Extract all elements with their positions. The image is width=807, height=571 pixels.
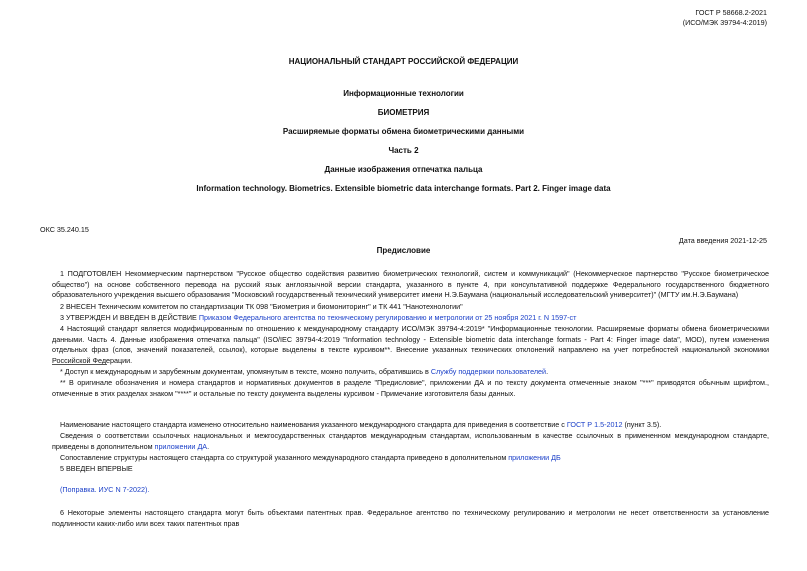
footnote-2: ** В оригинале обозначения и номера стандартов и нормативных документов в разделе "Предисловие", приложении ДА и по тексту документа отмеченные знаком "***" приводятся обычным шрифтом., отмеченные в этих разделах знаком "****" и остальные по тексту документа выделены курсивом - Примечание изготовителя базы данных.	[52, 378, 769, 398]
footnote-1: * Доступ к международным и зарубежным документам, упомянутым в тексте, можно получить, обратившись в Службу поддержки пользователей.	[60, 367, 549, 376]
preface-item-1: 1 ПОДГОТОВЛЕН Некоммерческим партнерством "Русское общество содействия развитию биометрических технологий, систем и коммуникаций" (Некоммерческое партнерство "Русское биометрическое общество") на основе собственного перевода на русский язык англоязычной версии стандарта, указанного в пункте 4, при консультативной поддержке Федерального государственного бюджетного образовательного учреждения высшего образования "Московский государственный технический университет имени Н.Э.Баумана (национальный исследовательский университет)" (МГТУ им.Н.Э.Баумана)	[52, 269, 769, 300]
gost-r-1-5-link[interactable]: ГОСТ Р 1.5-2012	[566, 420, 623, 429]
amendment-link[interactable]: (Поправка. ИУС N 7-2022).	[60, 485, 150, 494]
title-line-formats: Расширяемые форматы обмена биометрическими данными	[282, 127, 525, 136]
preface-heading: Предисловие	[376, 246, 431, 255]
national-standard-heading: НАЦИОНАЛЬНЫЙ СТАНДАРТ РОССИЙСКОЙ ФЕДЕРАЦИИ	[288, 57, 519, 66]
standard-code	[683, 8, 767, 28]
standard-iso-number: (ИСО/МЭК 39794-4:2019)	[682, 18, 767, 27]
references-note: Сведения о соответствии ссылочных национальных и межгосударственных стандартов международным стандартам, использованным в качестве ссылочных в примененном международном стандарте, приведены в дополнительном приложении ДА.	[52, 431, 769, 451]
structure-note: Сопоставление структуры настоящего стандарта со структурой указанного международного стандарта приведено в дополнительном приложении ДБ	[60, 453, 561, 462]
support-service-link[interactable]: Службу поддержки пользователей	[430, 367, 547, 376]
title-line-it: Информационные технологии	[343, 89, 464, 98]
order-link[interactable]: Приказом Федерального агентства по техническому регулированию и метрологии от 25 ноября 2021 г. N 1597-ст	[198, 313, 577, 322]
title-line-finger: Данные изображения отпечатка пальца	[324, 165, 483, 174]
standard-number: ГОСТ Р 58668.2-2021	[695, 8, 767, 17]
preface-item-5: 5 ВВЕДЕН ВПЕРВЫЕ	[60, 464, 133, 473]
title-english: Information technology. Biometrics. Extensible biometric data interchange formats. Part 2. Finger image data	[196, 184, 611, 193]
title-line-part: Часть 2	[388, 146, 419, 155]
preface-item-3: 3 УТВЕРЖДЕН И ВВЕДЕН В ДЕЙСТВИЕ Приказом Федерального агентства по техническому регулированию и метрологии от 25 ноября 2021 г. N 1597-ст	[60, 313, 577, 322]
annex-db-link[interactable]: приложении ДБ	[508, 453, 561, 462]
name-change-note: Наименование настоящего стандарта изменено относительно наименования указанного международного стандарта для приведения в соответствие с ГОСТ Р 1.5-2012 (пункт 3.5).	[60, 420, 662, 429]
footnote-divider	[52, 364, 107, 365]
oks-code: ОКС 35.240.15	[40, 225, 89, 234]
annex-da-link[interactable]: приложении ДА	[154, 441, 208, 451]
introduction-date: Дата введения 2021-12-25	[678, 236, 767, 245]
preface-item-4: 4 Настоящий стандарт является модифицированным по отношению к международному стандарту ИСО/МЭК 39794-4:2019* "Информационные технологии. Расширяемые форматы обмена биометрическими данными. Часть 4. Данные изображения отпечатка пальца" (ISO/IEC 39794-4:2019 "Information technology - Extensible biometric data interchange formats - Part 4: Finger image data", MOD), путем изменения отдельных фраз (слов, значений показателей, ссылок), которые выделены в тексте курсивом**. Внесение указанных технических отклонений направлено на учет потребностей национальной экономики Российской Федерации.	[52, 324, 769, 365]
amendment-note	[52, 485, 769, 496]
title-line-biometrics: БИОМЕТРИЯ	[377, 108, 430, 117]
preface-item-2: 2 ВНЕСЕН Техническим комитетом по стандартизации ТК 098 "Биометрия и биомониторинг" и ТК 441 "Нанотехнологии"	[60, 302, 463, 311]
preface-item-6: 6 Некоторые элементы настоящего стандарта могут быть объектами патентных прав. Федеральное агентство по техническому регулированию и метрологии не несет ответственности за установление подлинности каких-либо или всех таких патентных прав	[52, 508, 769, 528]
